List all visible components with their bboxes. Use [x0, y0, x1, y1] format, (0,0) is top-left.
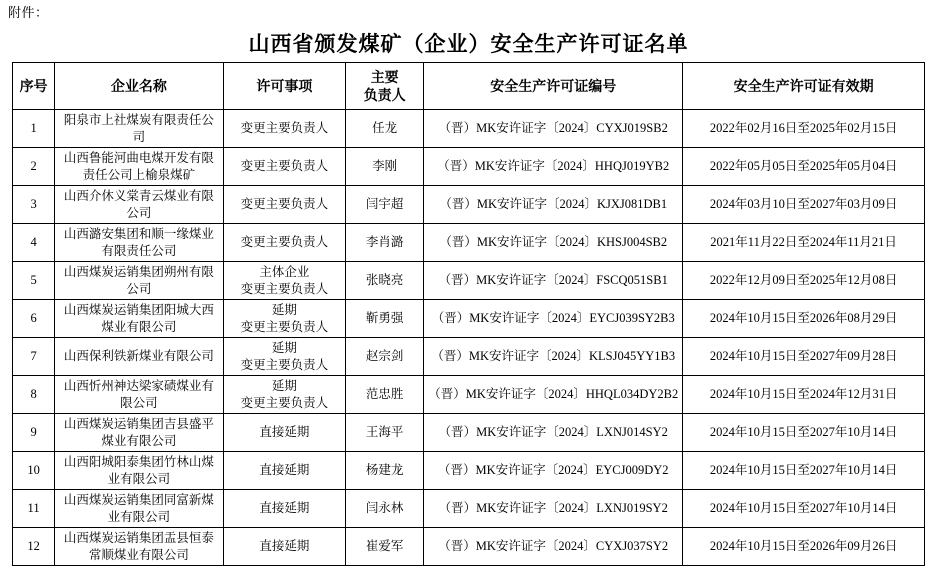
cell-permit-item-line2: 变更主要负责人 — [240, 281, 329, 296]
cell-responsible-person: 闫宇超 — [346, 186, 424, 224]
cell-permit-number: （晋）MK安许证字〔2024〕FSCQ051SB1 — [424, 262, 683, 300]
column-header-company: 企业名称 — [55, 63, 224, 110]
cell-validity: 2022年12月09日至2025年12月08日 — [683, 262, 925, 300]
cell-permit-item-line2: 变更主要负责人 — [240, 357, 329, 372]
cell-permit-item: 变更主要负责人 — [223, 110, 345, 148]
cell-permit-item: 变更主要负责人 — [223, 148, 345, 186]
cell-index: 5 — [13, 262, 55, 300]
cell-permit-item — [223, 338, 345, 376]
cell-responsible-person: 李刚 — [346, 148, 424, 186]
table-row — [13, 414, 925, 452]
cell-validity: 2024年10月15日至2027年10月14日 — [683, 414, 925, 452]
cell-permit-item — [223, 300, 345, 338]
cell-permit-item: 直接延期 — [223, 490, 345, 528]
cell-permit-number: （晋）MK安许证字〔2024〕LXNJ019SY2 — [424, 490, 683, 528]
cell-index: 4 — [13, 224, 55, 262]
cell-validity: 2022年05月05日至2025年05月04日 — [683, 148, 925, 186]
cell-permit-number: （晋）MK安许证字〔2024〕LXNJ014SY2 — [424, 414, 683, 452]
table-row — [13, 338, 925, 376]
cell-responsible-person: 王海平 — [346, 414, 424, 452]
table-row — [13, 262, 925, 300]
cell-responsible-person: 崔爱军 — [346, 528, 424, 566]
cell-index: 7 — [13, 338, 55, 376]
cell-permit-item: 直接延期 — [223, 528, 345, 566]
table-row — [13, 186, 925, 224]
table-row — [13, 376, 925, 414]
cell-permit-number: （晋）MK安许证字〔2024〕CYXJ037SY2 — [424, 528, 683, 566]
cell-responsible-person: 李肖潞 — [346, 224, 424, 262]
cell-permit-item: 变更主要负责人 — [223, 186, 345, 224]
cell-company: 山西介休义棠青云煤业有限公司 — [55, 186, 224, 224]
cell-permit-number: （晋）MK安许证字〔2024〕EYCJ009DY2 — [424, 452, 683, 490]
cell-responsible-person: 赵宗剑 — [346, 338, 424, 376]
cell-responsible-person: 范忠胜 — [346, 376, 424, 414]
cell-permit-item: 变更主要负责人 — [223, 224, 345, 262]
cell-permit-number: （晋）MK安许证字〔2024〕KHSJ004SB2 — [424, 224, 683, 262]
cell-index: 1 — [13, 110, 55, 148]
cell-permit-item-line1: 延期 — [271, 379, 297, 393]
cell-company: 山西鲁能河曲电煤开发有限责任公司上榆泉煤矿 — [55, 148, 224, 186]
cell-permit-item-line2: 变更主要负责人 — [240, 319, 329, 334]
cell-permit-number: （晋）MK安许证字〔2024〕KJXJ081DB1 — [424, 186, 683, 224]
cell-responsible-person: 杨建龙 — [346, 452, 424, 490]
cell-validity: 2024年10月15日至2026年08月29日 — [683, 300, 925, 338]
table-row — [13, 110, 925, 148]
cell-permit-item — [223, 376, 345, 414]
column-header-responsible-person-line1: 主要 — [370, 68, 399, 85]
cell-validity: 2024年10月15日至2026年09月26日 — [683, 528, 925, 566]
cell-validity: 2024年03月10日至2027年03月09日 — [683, 186, 925, 224]
column-header-index: 序号 — [13, 63, 55, 110]
cell-index: 9 — [13, 414, 55, 452]
cell-permit-item: 直接延期 — [223, 452, 345, 490]
table-row — [13, 148, 925, 186]
cell-permit-number: （晋）MK安许证字〔2024〕EYCJ039SY2B3 — [424, 300, 683, 338]
table-row — [13, 224, 925, 262]
cell-company: 山西煤炭运销集团朔州有限公司 — [55, 262, 224, 300]
cell-company: 山西煤炭运销集团吉县盛平煤业有限公司 — [55, 414, 224, 452]
table-row — [13, 300, 925, 338]
cell-permit-item: 直接延期 — [223, 414, 345, 452]
cell-responsible-person: 任龙 — [346, 110, 424, 148]
cell-company: 山西阳城阳泰集团竹林山煤业有限公司 — [55, 452, 224, 490]
cell-index: 3 — [13, 186, 55, 224]
table-body — [13, 110, 925, 566]
permit-list-table — [12, 62, 925, 566]
page-title: 山西省颁发煤矿（企业）安全生产许可证名单 — [248, 33, 689, 56]
cell-validity: 2024年10月15日至2024年12月31日 — [683, 376, 925, 414]
table-row — [13, 452, 925, 490]
cell-responsible-person: 靳勇强 — [346, 300, 424, 338]
cell-company: 山西煤炭运销集团盂县恒泰常顺煤业有限公司 — [55, 528, 224, 566]
cell-responsible-person: 张晓亮 — [346, 262, 424, 300]
cell-responsible-person: 闫永林 — [346, 490, 424, 528]
cell-validity: 2024年10月15日至2027年10月14日 — [683, 490, 925, 528]
cell-permit-item — [223, 262, 345, 300]
cell-permit-number: （晋）MK安许证字〔2024〕CYXJ019SB2 — [424, 110, 683, 148]
column-header-responsible-person-line2: 负责人 — [363, 87, 406, 103]
cell-company: 山西煤炭运销集团阳城大西煤业有限公司 — [55, 300, 224, 338]
cell-validity: 2022年02月16日至2025年02月15日 — [683, 110, 925, 148]
table-row — [13, 490, 925, 528]
cell-validity: 2024年10月15日至2027年09月28日 — [683, 338, 925, 376]
cell-company: 山西保利铁新煤业有限公司 — [55, 338, 224, 376]
cell-permit-item-line1: 主体企业 — [259, 265, 310, 279]
cell-index: 2 — [13, 148, 55, 186]
column-header-permit-number: 安全生产许可证编号 — [424, 63, 683, 110]
cell-company: 山西潞安集团和顺一缘煤业有限责任公司 — [55, 224, 224, 262]
cell-index: 12 — [13, 528, 55, 566]
cell-company: 阳泉市上社煤炭有限责任公司 — [55, 110, 224, 148]
cell-validity: 2021年11月22日至2024年11月21日 — [683, 224, 925, 262]
cell-company: 山西忻州神达梁家碛煤业有限公司 — [55, 376, 224, 414]
cell-index: 10 — [13, 452, 55, 490]
cell-permit-number: （晋）MK安许证字〔2024〕KLSJ045YY1B3 — [424, 338, 683, 376]
column-header-permit-item: 许可事项 — [223, 63, 345, 110]
table-row — [13, 528, 925, 566]
cell-permit-item-line1: 延期 — [271, 303, 297, 317]
cell-index: 11 — [13, 490, 55, 528]
cell-company: 山西煤炭运销集团同富新煤业有限公司 — [55, 490, 224, 528]
table-header-row — [13, 63, 925, 110]
cell-index: 8 — [13, 376, 55, 414]
column-header-responsible-person — [346, 63, 424, 110]
attachment-label: 附件： — [8, 5, 49, 20]
cell-permit-number: （晋）MK安许证字〔2024〕HHQJ019YB2 — [424, 148, 683, 186]
cell-index: 6 — [13, 300, 55, 338]
cell-validity: 2024年10月15日至2027年10月14日 — [683, 452, 925, 490]
cell-permit-item-line2: 变更主要负责人 — [240, 395, 329, 410]
cell-permit-number: （晋）MK安许证字〔2024〕HHQL034DY2B2 — [424, 376, 683, 414]
column-header-validity: 安全生产许可证有效期 — [683, 63, 925, 110]
cell-permit-item-line1: 延期 — [271, 341, 297, 355]
